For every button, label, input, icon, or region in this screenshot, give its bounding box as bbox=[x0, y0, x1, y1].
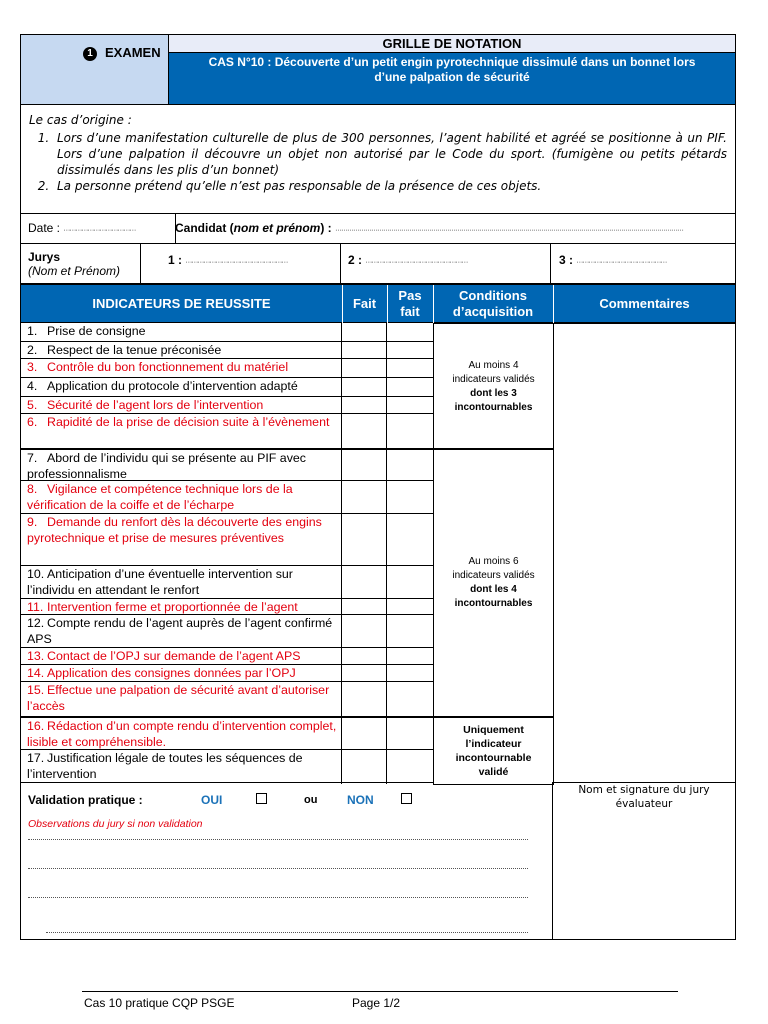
indicator-text: 12. Compte rendu de l’agent auprès de l’agent confirmé APS bbox=[27, 616, 333, 646]
observation-line[interactable] bbox=[28, 839, 528, 840]
pas-fait-checkbox-cell[interactable] bbox=[386, 682, 433, 717]
fait-checkbox-cell[interactable] bbox=[341, 414, 387, 449]
validation-label: Validation pratique : bbox=[28, 793, 143, 807]
fait-checkbox-cell[interactable] bbox=[341, 566, 387, 599]
jury-2-label: 2 : bbox=[348, 253, 363, 267]
header-pas-fait: Pas fait bbox=[387, 285, 434, 323]
indicator-row bbox=[20, 664, 433, 682]
fait-checkbox-cell[interactable] bbox=[341, 514, 387, 566]
grid-title: GRILLE DE NOTATION bbox=[169, 34, 736, 53]
pas-fait-checkbox-cell[interactable] bbox=[386, 323, 433, 341]
indicator-row bbox=[20, 396, 433, 414]
indicator-row bbox=[20, 341, 433, 359]
origin-section bbox=[20, 105, 736, 214]
indicator-text: 4. Application du protocole d’intervention adapté bbox=[27, 379, 298, 393]
indicator-text: 8. Vigilance et compétence technique lors de la vérification de la coiffe et de l’écharpe bbox=[27, 482, 293, 512]
indicator-text: 17. Justification légale de toutes les séquences de l’intervention bbox=[27, 751, 303, 781]
origin-list bbox=[29, 130, 727, 194]
observation-line[interactable] bbox=[46, 932, 528, 933]
indicator-row bbox=[20, 681, 433, 717]
indicator-text: 9. Demande du renfort dès la découverte des engins pyrotechnique et prise de mesures préventives bbox=[27, 515, 322, 545]
pas-fait-checkbox-cell[interactable] bbox=[386, 359, 433, 378]
fait-checkbox-cell[interactable] bbox=[341, 682, 387, 717]
pas-fait-checkbox-cell[interactable] bbox=[386, 450, 433, 482]
fait-checkbox-cell[interactable] bbox=[341, 323, 387, 341]
date-candidate-row bbox=[20, 214, 736, 244]
indicator-row bbox=[20, 614, 433, 648]
indicator-row bbox=[20, 647, 433, 665]
fait-checkbox-cell[interactable] bbox=[341, 359, 387, 378]
jury-3-label: 3 : bbox=[559, 253, 574, 267]
jury-signature-label: Nom et signature du jury évaluateur bbox=[578, 784, 710, 810]
jury-sublabel: (Nom et Prénom) bbox=[28, 264, 121, 278]
date-field[interactable] bbox=[21, 214, 176, 243]
jury-3-field[interactable] bbox=[551, 244, 736, 283]
indicator-row bbox=[20, 565, 433, 599]
jury-label-cell bbox=[21, 244, 141, 283]
pas-fait-checkbox-cell[interactable] bbox=[386, 397, 433, 414]
footer-doc-label: Cas 10 pratique CQP PSGE bbox=[84, 996, 235, 1010]
indicator-text: 6. Rapidité de la prise de décision suite à l’évènement bbox=[27, 415, 330, 429]
footer-divider bbox=[82, 991, 678, 992]
indicator-text: 14. Application des consignes données par l’OPJ bbox=[27, 666, 296, 680]
observation-line[interactable] bbox=[28, 868, 528, 869]
indicator-text: 16. Rédaction d’un compte rendu d’intervention complet, lisible et compréhensible. bbox=[27, 719, 337, 749]
pas-fait-checkbox-cell[interactable] bbox=[386, 378, 433, 397]
indicator-text: 11. Intervention ferme et proportionnée de l’agent bbox=[27, 600, 298, 614]
condition-group-2: Au moins 6 indicateurs validés dont les 4 incontournables bbox=[433, 448, 554, 718]
header-comments: Commentaires bbox=[599, 296, 690, 311]
fait-checkbox-cell[interactable] bbox=[341, 599, 387, 615]
indicator-row bbox=[20, 448, 433, 482]
indicator-text: 15. Effectue une palpation de sécurité avant d’autoriser l’accès bbox=[27, 683, 330, 713]
indicator-row bbox=[20, 377, 433, 397]
pas-fait-checkbox-cell[interactable] bbox=[386, 342, 433, 359]
jury-label: Jurys bbox=[28, 250, 61, 264]
origin-title: Le cas d’origine : bbox=[29, 113, 132, 127]
indicator-text: 10. Anticipation d’une éventuelle intervention sur l’individu en attendant le renfort bbox=[27, 567, 293, 597]
date-dotted-line: ……………………………… bbox=[63, 225, 136, 233]
fait-checkbox-cell[interactable] bbox=[341, 648, 387, 665]
date-label: Date : bbox=[28, 221, 61, 235]
indicator-text: 2. Respect de la tenue préconisée bbox=[27, 343, 222, 357]
jury-1-dotted-line: …………………………………………… bbox=[185, 257, 288, 265]
case-title-line1: CAS N°10 : Découverte d’un petit engin pyrotechnique dissimulé dans un bonnet lors bbox=[208, 55, 696, 69]
candidate-field[interactable] bbox=[168, 214, 743, 243]
header-conditions: Conditions d’acquisition bbox=[433, 285, 554, 323]
fait-checkbox-cell[interactable] bbox=[341, 450, 387, 482]
candidate-label: Candidat (nom et prénom) : bbox=[175, 221, 332, 235]
pas-fait-checkbox-cell[interactable] bbox=[386, 648, 433, 665]
pas-fait-checkbox-cell[interactable] bbox=[386, 414, 433, 449]
validation-ou: ou bbox=[304, 794, 318, 806]
indicators-table-header bbox=[20, 284, 736, 323]
fait-checkbox-cell[interactable] bbox=[341, 750, 387, 784]
pas-fait-checkbox-cell[interactable] bbox=[386, 615, 433, 648]
validation-box bbox=[20, 783, 553, 940]
indicator-row bbox=[20, 749, 433, 784]
validation-non: NON bbox=[347, 793, 374, 807]
indicator-row bbox=[20, 413, 433, 449]
jury-2-field[interactable] bbox=[341, 244, 551, 283]
case-title-line2: d’une palpation de sécurité bbox=[374, 70, 530, 84]
validation-oui: OUI bbox=[201, 793, 223, 807]
fait-checkbox-cell[interactable] bbox=[341, 342, 387, 359]
origin-item: 1. Lors d’une manifestation culturelle de plus de 300 personnes, l’agent habilité et agréé se positionne à un PIF. Lors d’une palpation il découvre un objet non autorisé par le Code du sport. (fumigène ou petits pétards dissimulés dans les plis d’un bonnet) bbox=[53, 130, 727, 178]
indicator-text: 3. Contrôle du bon fonctionnement du matériel bbox=[27, 360, 289, 374]
footer-page-number: Page 1/2 bbox=[352, 996, 401, 1010]
indicator-row bbox=[20, 480, 433, 514]
pas-fait-checkbox-cell[interactable] bbox=[386, 665, 433, 682]
indicator-text: 7. Abord de l’individu qui se présente au PIF avec professionnalisme bbox=[27, 451, 306, 481]
observation-line[interactable] bbox=[28, 897, 528, 898]
indicator-text: 13. Contact de l’OPJ sur demande de l’agent APS bbox=[27, 649, 301, 663]
comments-cell[interactable] bbox=[552, 323, 736, 783]
indicator-row bbox=[20, 323, 433, 341]
condition-group-1: Au moins 4 indicateurs validés dont les 3 incontournables bbox=[433, 323, 554, 450]
jury-signature-box[interactable] bbox=[553, 783, 736, 940]
candidate-dotted-line: ………………………………………………………………………………………………………………………………………………………… bbox=[335, 225, 684, 233]
case-title bbox=[169, 53, 736, 105]
observations-label: Observations du jury si non validation bbox=[28, 818, 203, 830]
fait-checkbox-cell[interactable] bbox=[341, 397, 387, 414]
jury-1-field[interactable] bbox=[141, 244, 341, 283]
pas-fait-checkbox-cell[interactable] bbox=[386, 718, 433, 751]
fait-checkbox-cell[interactable] bbox=[341, 665, 387, 682]
header-fait: Fait bbox=[342, 285, 388, 323]
indicator-row bbox=[20, 358, 433, 378]
fait-checkbox-cell[interactable] bbox=[341, 481, 387, 514]
non-checkbox[interactable] bbox=[401, 793, 412, 804]
oui-checkbox[interactable] bbox=[256, 793, 267, 804]
pas-fait-checkbox-cell[interactable] bbox=[386, 750, 433, 784]
indicator-row bbox=[20, 716, 433, 751]
indicator-text: 5. Sécurité de l’agent lors de l’intervention bbox=[27, 398, 264, 412]
exam-number-badge: 1 bbox=[83, 47, 97, 61]
pas-fait-checkbox-cell[interactable] bbox=[386, 599, 433, 615]
indicator-row bbox=[20, 598, 433, 615]
jury-2-dotted-line: …………………………………………… bbox=[365, 257, 468, 265]
exam-label: EXAMEN bbox=[105, 45, 161, 60]
jury-row bbox=[20, 244, 736, 284]
jury-1-label: 1 : bbox=[168, 253, 183, 267]
pas-fait-checkbox-cell[interactable] bbox=[386, 566, 433, 599]
header-indicators: INDICATEURS DE REUSSITE bbox=[21, 285, 343, 323]
pas-fait-checkbox-cell[interactable] bbox=[386, 481, 433, 514]
exam-header-box bbox=[20, 34, 169, 105]
fait-checkbox-cell[interactable] bbox=[341, 378, 387, 397]
fait-checkbox-cell[interactable] bbox=[341, 718, 387, 751]
condition-group-3: Uniquement l’indicateur incontournable validé bbox=[433, 716, 554, 785]
fait-checkbox-cell[interactable] bbox=[341, 615, 387, 648]
origin-item: 2. La personne prétend qu’elle n’est pas responsable de la présence de ces objets. bbox=[53, 178, 727, 194]
pas-fait-checkbox-cell[interactable] bbox=[386, 514, 433, 566]
jury-3-dotted-line: ……………………………………… bbox=[576, 257, 667, 265]
indicator-text: 1. Prise de consigne bbox=[27, 324, 146, 338]
indicator-row bbox=[20, 513, 433, 566]
